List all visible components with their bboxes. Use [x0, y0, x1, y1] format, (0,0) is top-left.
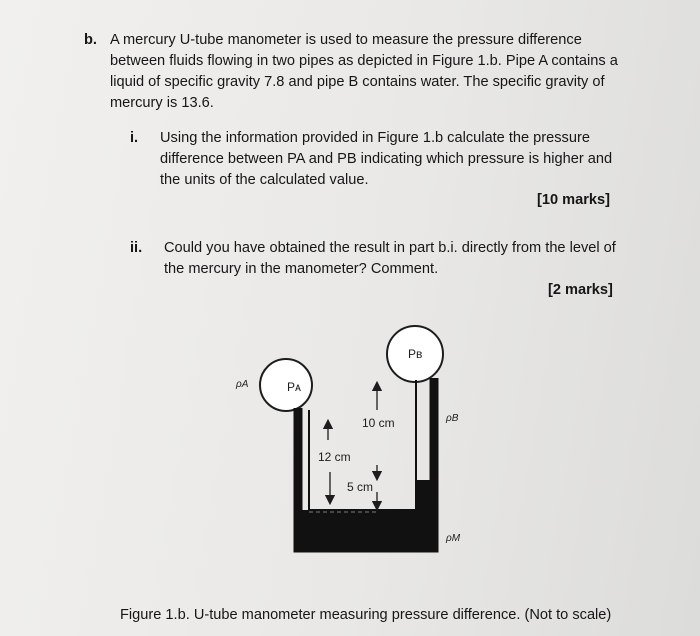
label-rho-a: ρA [236, 379, 249, 390]
dim-5cm-label: 5 cm [347, 480, 374, 494]
dim-12cm-label: 12 cm [318, 450, 351, 464]
label-pa: Pᴀ [287, 380, 301, 394]
part-i-text: Using the information provided in Figure 1.b calculate the pressure difference between PA and PB indicating which pressure is higher and the units of the calculated value. [160, 130, 613, 188]
label-rho-m: ρM [446, 533, 461, 544]
figure-caption: Figure 1.b. U-tube manometer measuring pressure difference. (Not to scale) [120, 607, 612, 623]
dim-10cm-label: 10 cm [362, 416, 395, 430]
part-i-number: i. [130, 130, 139, 146]
part-ii-text: Could you have obtained the result in part b.i. directly from the level of the mercury in the manometer? Comment. [164, 240, 616, 277]
question-letter: b. [84, 32, 97, 48]
question-text: A mercury U-tube manometer is used to measure the pressure difference between fluids flowing in two pipes as depicted in Figure 1.b. Pipe A contains a liquid of specific gravity 7.8 and pipe B contains water. The specific gravity of mercury is 13.6. [110, 32, 618, 111]
part-ii-marks: [2 marks] [548, 282, 613, 298]
label-pb: Pʙ [408, 347, 423, 361]
part-i-marks: [10 marks] [537, 192, 611, 208]
label-rho-b: ρB [446, 413, 459, 424]
part-ii-number: ii. [130, 240, 143, 256]
pipe-a-circle [260, 359, 312, 411]
mercury-right-column [416, 480, 434, 546]
mercury-fill [300, 510, 432, 546]
